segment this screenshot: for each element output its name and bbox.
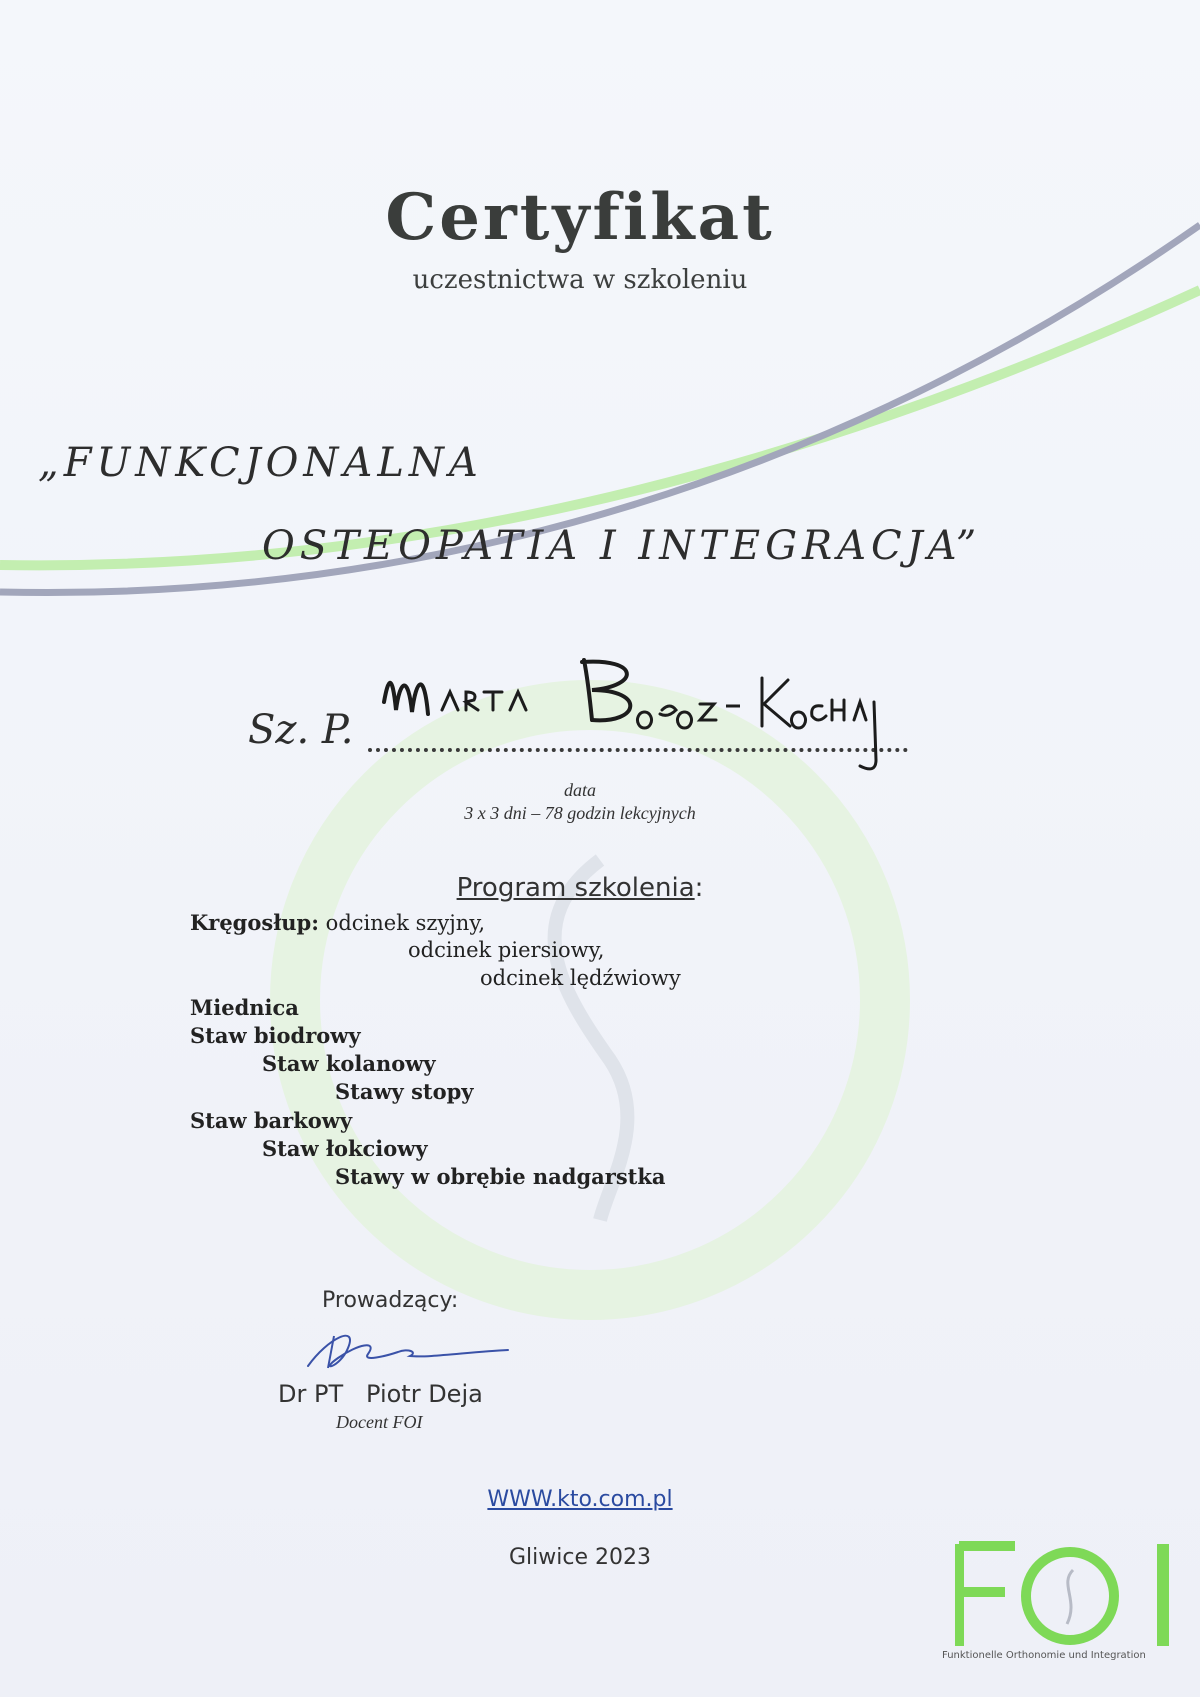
recipient-handwritten-name xyxy=(370,640,930,780)
program-item-shoulder xyxy=(190,1108,352,1133)
website-link[interactable]: WWW.kto.com.pl xyxy=(487,1487,673,1512)
spine-label: Kręgosłup: xyxy=(190,910,319,935)
certificate-subtitle: uczestnictwa w szkoleniu xyxy=(412,265,748,295)
program-item-pelvis xyxy=(190,995,299,1020)
course-title-line2: OSTEOPATIA I INTEGRACJA” xyxy=(262,523,982,569)
instructor-signature xyxy=(298,1318,518,1378)
spine-item-lumbar: odcinek lędźwiowy xyxy=(480,966,681,990)
recipient-label: Sz. P. xyxy=(248,707,354,753)
program-item-label: Staw barkowy xyxy=(190,1108,353,1133)
program-item-label: Stawy stopy xyxy=(335,1079,474,1104)
program-item-spine xyxy=(190,910,485,935)
program-heading xyxy=(0,873,1160,903)
program-heading-text: Program szkolenia xyxy=(456,873,695,903)
course-duration: 3 x 3 dni – 78 godzin lekcyjnych xyxy=(464,803,696,823)
instructor-name: Dr PT Piotr Deja xyxy=(278,1380,483,1408)
logo-caption: Funktionelle Orthonomie und Integration xyxy=(942,1650,1146,1661)
program-item-knee xyxy=(262,1051,436,1076)
program-item-label: Staw łokciowy xyxy=(262,1136,428,1161)
program-item-foot xyxy=(335,1079,473,1104)
program-item-wrist xyxy=(335,1164,666,1189)
place-and-year: Gliwice 2023 xyxy=(509,1545,651,1570)
instructor-label: Prowadzący: xyxy=(322,1288,459,1313)
program-item-label: Staw biodrowy xyxy=(190,1023,361,1048)
program-heading-colon: : xyxy=(694,873,704,903)
course-title-line1: „FUNKCJONALNA xyxy=(38,440,483,486)
program-item-label: Stawy w obrębie nadgarstka xyxy=(335,1164,666,1189)
program-item-label: Miednica xyxy=(190,995,299,1020)
program-item-hip xyxy=(190,1023,361,1048)
program-item-elbow xyxy=(262,1136,428,1161)
program-item-label: Staw kolanowy xyxy=(262,1051,436,1076)
spine-item-thoracic: odcinek piersiowy, xyxy=(408,938,605,962)
certificate-title: Certyfikat xyxy=(385,180,775,255)
foi-logo xyxy=(955,1540,1175,1650)
date-label: data xyxy=(563,780,596,800)
spine-item-cervical: odcinek szyjny, xyxy=(325,911,486,935)
instructor-role: Docent FOI xyxy=(336,1412,423,1432)
